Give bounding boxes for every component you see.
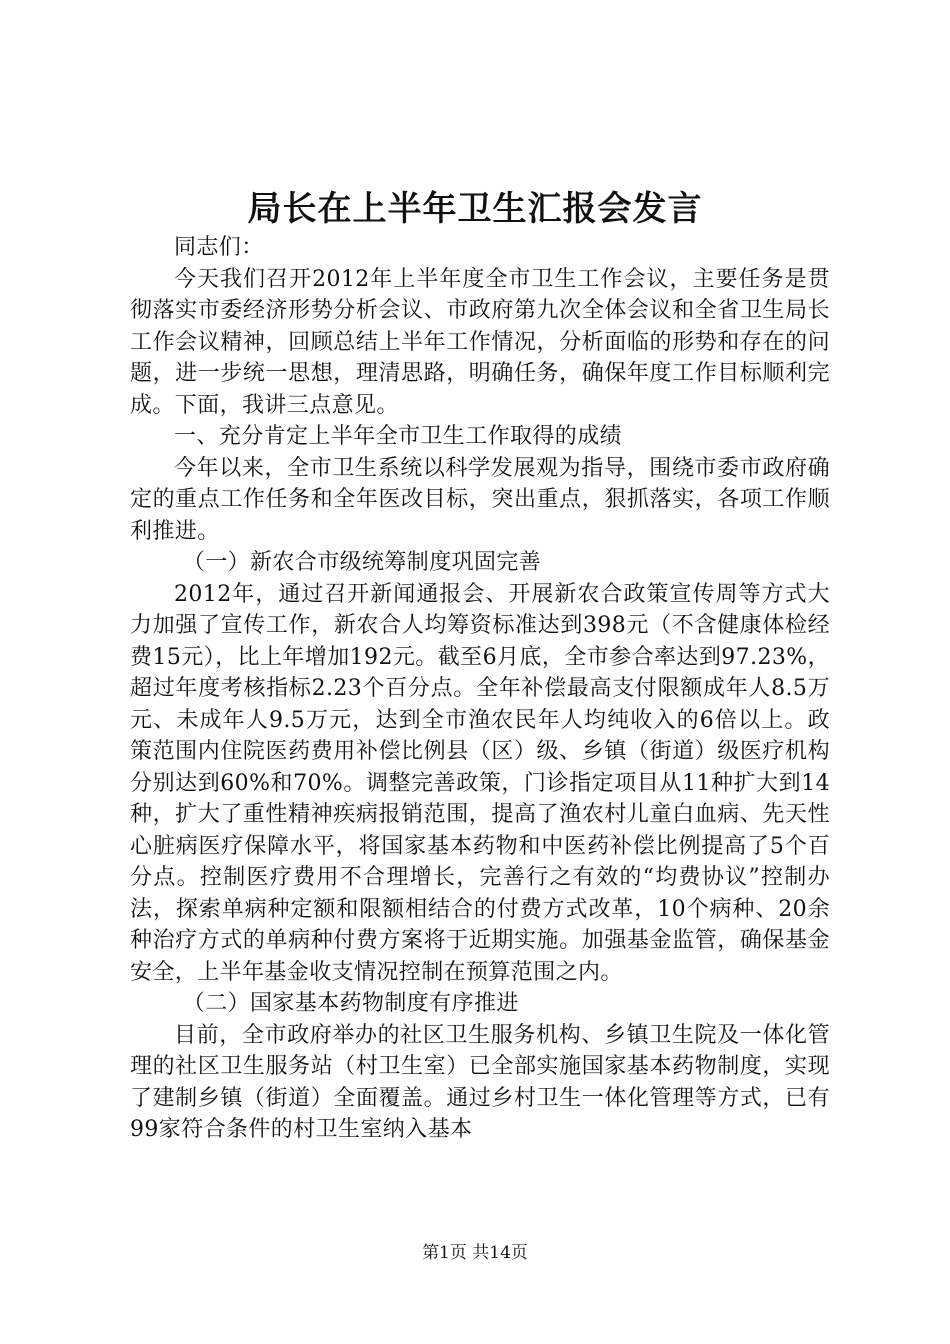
document-body	[130, 232, 830, 1146]
section-1-paragraph: 今年以来，全市卫生系统以科学发展观为指导，围绕市委市政府确定的重点工作任务和全年医改目标，突出重点，狠抓落实，各项工作顺利推进。	[130, 455, 830, 544]
document-title: 局长在上半年卫生汇报会发言	[247, 189, 703, 229]
subsection-1-paragraph: 2012年，通过召开新闻通报会、开展新农合政策宣传周等方式大力加强了宣传工作，新农合人均筹资标准达到398元（不含健康体检经费15元），比上年增加192元。截至6月底，全市参合率达到97.23%，超过年度考核指标2.23个百分点。全年补偿最高支付限额成年人8.5万元、未成年人9.5万元，达到全市渔农民年人均纯收入的6倍以上。政策范围内住院医药费用补偿比例县（区）级、乡镇（街道）级医疗机构分别达到60%和70%。调整完善政策，门诊指定项目从11种扩大到14种，扩大了重性精神疾病报销范围，提高了渔农村儿童白血病、先天性心脏病医疗保障水平，将国家基本药物和中医药补偿比例提高了5个百分点。控制医疗费用不合理增长，完善行之有效的“均费协议”控制办法，探索单病种定额和限额相结合的付费方式改革，10个病种、20余种治疗方式的单病种付费方案将于近期实施。加强基金监管，确保基金安全，上半年基金收支情况控制在预算范围之内。	[130, 581, 830, 985]
section-heading-1: 一、充分肯定上半年全市卫生工作取得的成绩	[174, 424, 623, 449]
subsection-heading-2: （二）国家基本药物制度有序推进	[182, 991, 519, 1016]
salutation: 同志们：	[174, 235, 264, 260]
subsection-2-paragraph: 目前，全市政府举办的社区卫生服务机构、乡镇卫生院及一体化管理的社区卫生服务站（村卫生室）已全部实施国家基本药物制度，实现了建制乡镇（街道）全面覆盖。通过乡村卫生一体化管理等方式，已有99家符合条件的村卫生室纳入基本	[130, 1022, 830, 1142]
page-number-footer: 第1页 共14页	[422, 1243, 528, 1263]
subsection-heading-1: （一）新农合市级统筹制度巩固完善	[182, 550, 542, 575]
intro-paragraph: 今天我们召开2012年上半年度全市卫生工作会议，主要任务是贯彻落实市委经济形势分析会议、市政府第九次全体会议和全省卫生局长工作会议精神，回顾总结上半年工作情况，分析面临的形势和存在的问题，进一步统一思想，理清思路，明确任务，确保年度工作目标顺利完成。下面，我讲三点意见。	[130, 266, 830, 418]
